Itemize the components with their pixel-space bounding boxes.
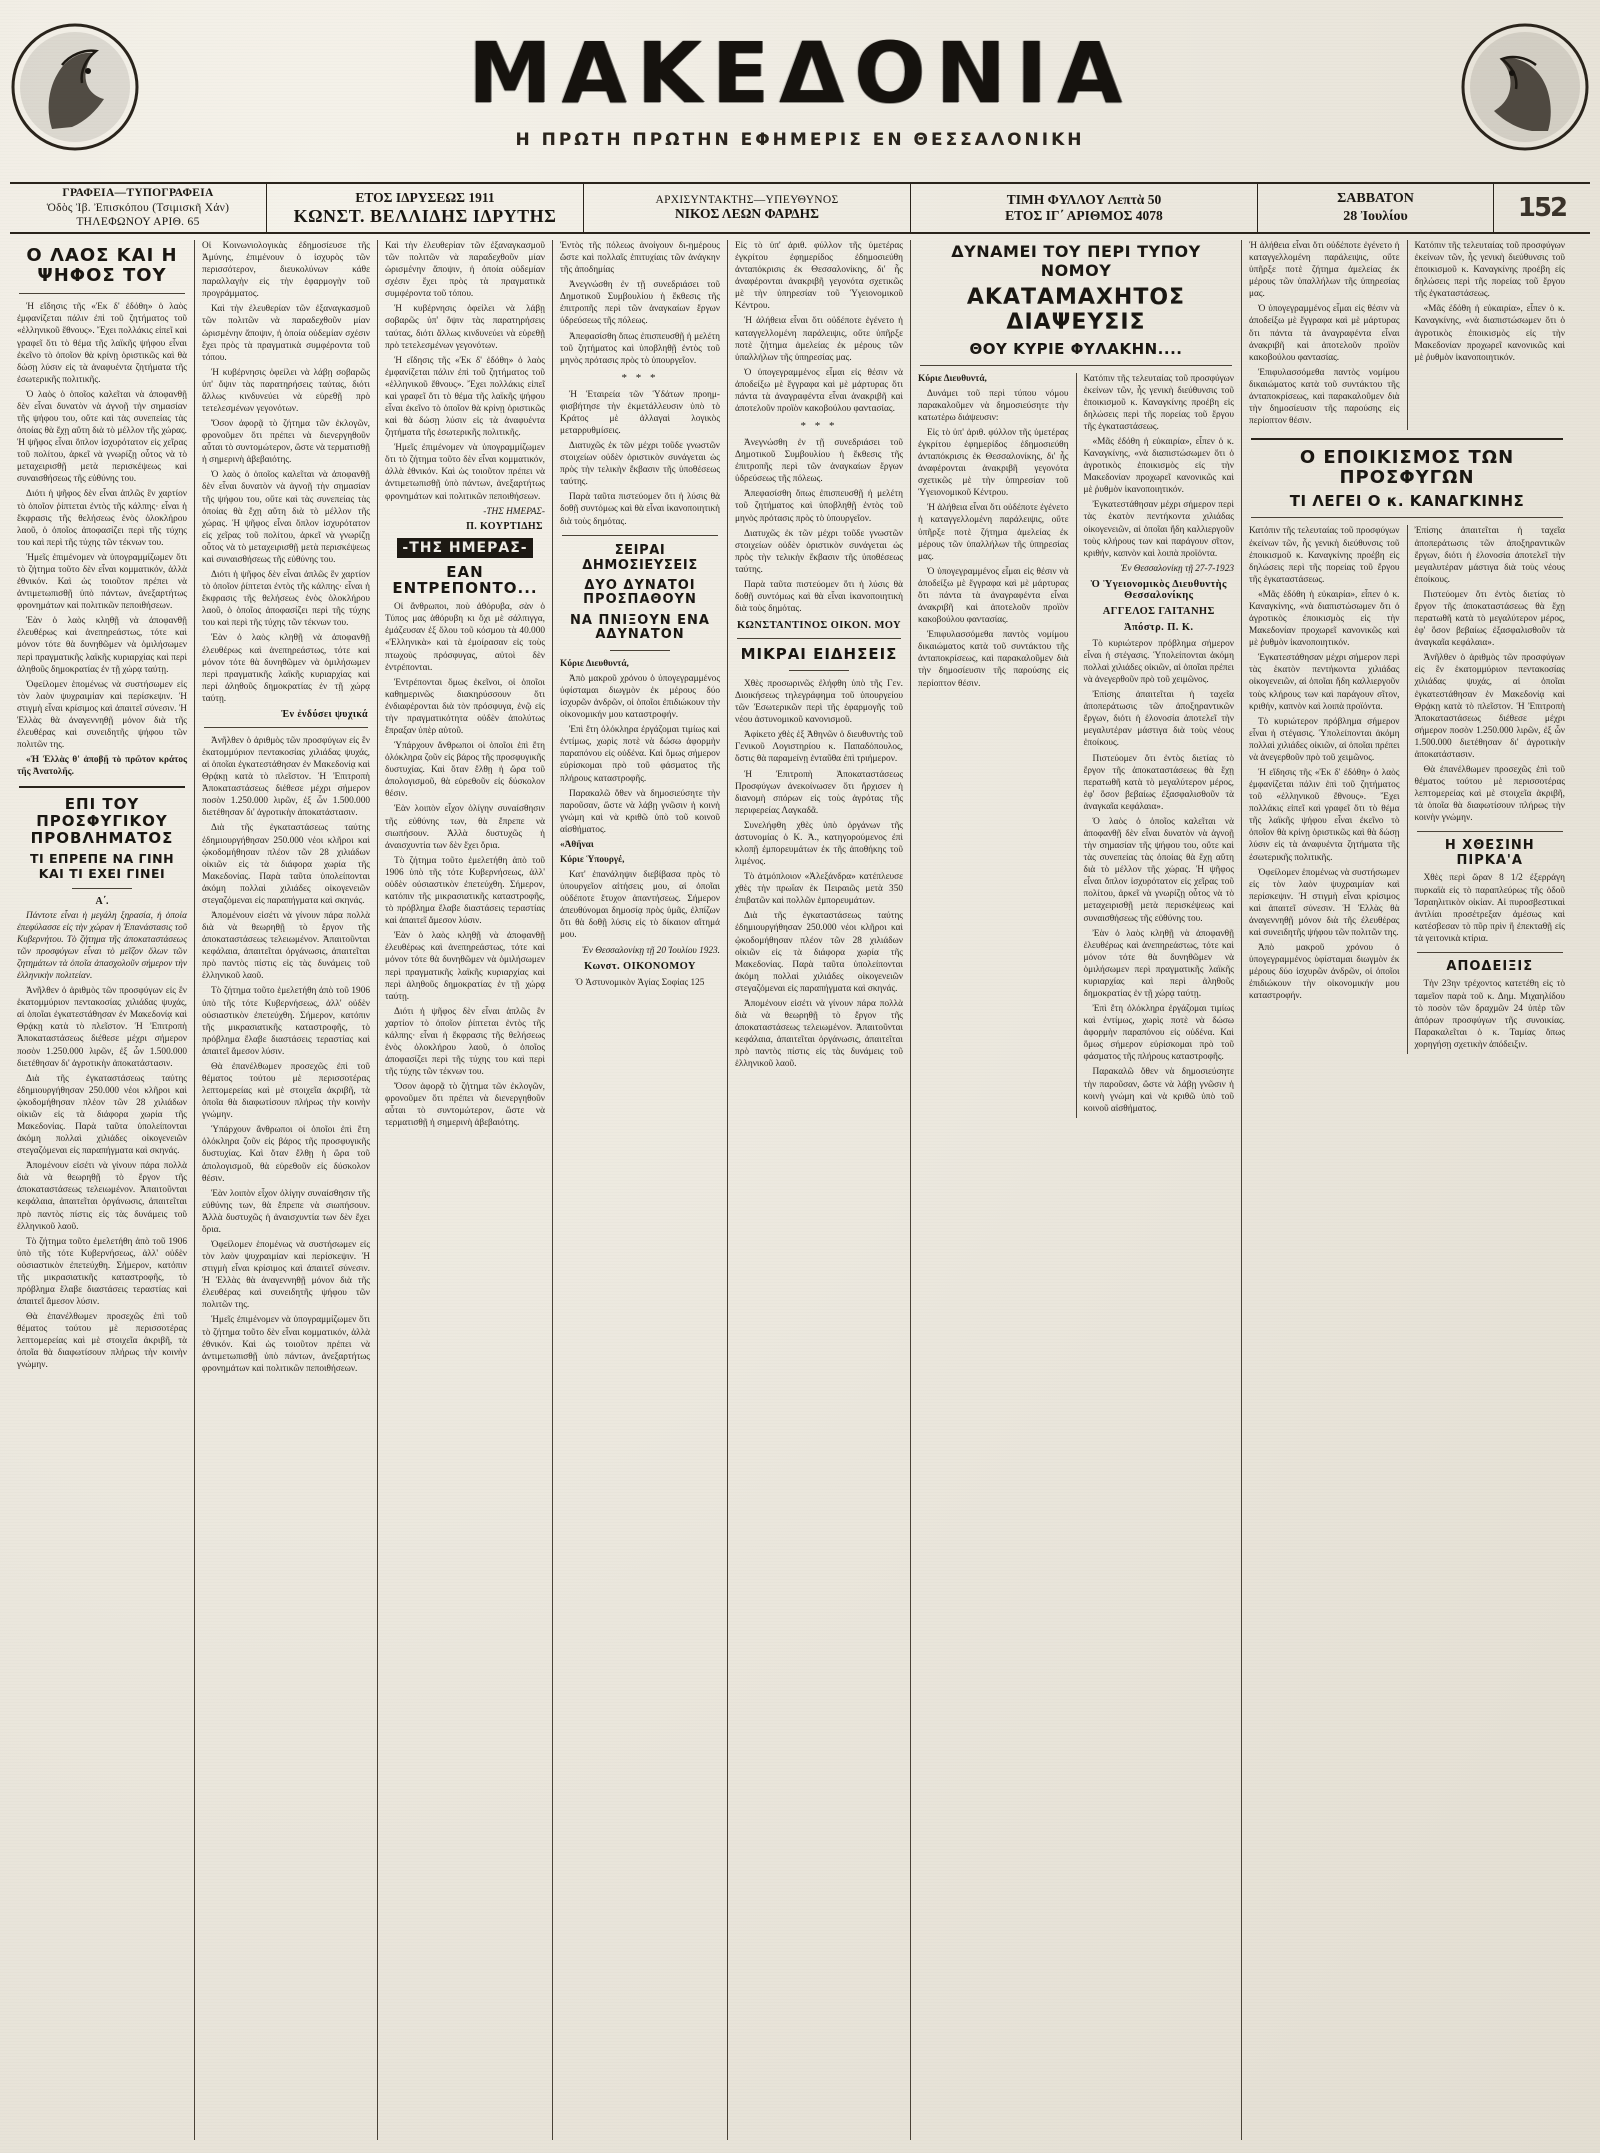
paragraph: Ἀπεφασίσθη ὅπως ἐπισπευσθῇ ἡ μελέτη τοῦ ζητήματος καὶ ὑποβληθῇ ἐντὸς τοῦ μηνὸς πρότασις πρὸς τὸ ὑπουργεῖον. bbox=[560, 331, 720, 366]
section-divider-stars: * * * bbox=[621, 371, 659, 384]
article-serial-body bbox=[560, 658, 720, 942]
paragraph: Ἐγκατεστάθησαν μέχρι σήμερον περὶ τὰς ἑκατὸν πεντήκοντα χιλιάδας οἰκογενειῶν, αἱ ὁποῖαι ἤδη καλλιεργοῦν τοὺς κλήρους των καὶ παράγουν σῖτον, κριθήν, καπνὸν καὶ λοιπὰ προϊόντα. bbox=[1083, 500, 1234, 559]
paragraph: Ἀπεφασίσθη ὅπως ἐπισπευσθῇ ἡ μελέτη τοῦ ζητήματος καὶ ὑποβληθῇ ἐντὸς τοῦ μηνὸς πρότασις πρὸς τὸ ὑπουργεῖον. bbox=[735, 489, 903, 524]
paragraph: Ἐὰν ὁ λαὸς κληθῇ νὰ ἀποφανθῇ ἐλευθέρως καὶ ἀνεπηρεάστως, τότε καὶ μόνον τότε θὰ δυνηθῶμεν νὰ ὁμιλήσωμεν περὶ πραγματικῆς λαϊκῆς κυριαρχίας καὶ περὶ ἀληθοῦς δημοκρατίας ἐν τῇ χώρᾳ ταύτῃ. bbox=[202, 633, 370, 704]
column-1 bbox=[10, 240, 194, 2140]
paragraph: Ἡ κυβέρνησις ὀφείλει νὰ λάβῃ σοβαρῶς ὑπ' ὄψιν τὰς παρατηρήσεις ταύτας, διότι ἄλλως κινδυνεύει νὰ εὑρεθῇ πρὸ τετελεσμένων γεγονότων. bbox=[385, 304, 545, 351]
paragraph: Θὰ ἐπανέλθωμεν προσεχῶς ἐπὶ τοῦ θέματος τούτου μὲ περισσοτέρας λεπτομερείας καὶ μὲ στοιχεῖα ἀκριβῆ, τὰ ὁποῖα θὰ διαφωτίσουν πλήρως τὴν κοινὴν γνώμην. bbox=[1414, 764, 1565, 824]
paragraph: Ὁ λαὸς ὁ ὁποῖος καλεῖται νὰ ἀποφανθῇ δὲν εἶναι δυνατὸν νὰ ἀγνοῇ τὴν σημασίαν τῆς ψήφου του, οὔτε καὶ τὰς συνεπείας τὰς ὁποίας θὰ ἔχῃ αὕτη διὰ τὸ μέλλον τῆς χώρας. Ἡ ψῆφος εἶναι ὅπλον ἰσχυρότατον εἰς χεῖρας τοῦ πολίτου, ἀρκεῖ νὰ γνωρίζῃ οὗτος νὰ τὸ μεταχειρισθῇ μετὰ περισκέψεως καὶ συναισθήσεως τῆς εὐθύνης του. bbox=[17, 389, 187, 485]
paragraph: Κατόπιν τῆς τελευταίας τοῦ προσφύγων ἐκείνων τῶν, ἧς γενικὴ διεύθυνσις τοῦ ἐποικισμοῦ κ. Καναγκίνης προέβη εἰς δηλώσεις περὶ τῆς πορείας τοῦ ἔργου τῆς ἐγκαταστάσεως. bbox=[1083, 373, 1234, 432]
list-item: Συνελήφθη χθὲς ὑπὸ ὀργάνων τῆς ἀστυνομίας ὁ Κ. Ἀ., κατηγορούμενος ἐπὶ κλοπῇ ἐμπορευμάτων ἐκ τῆς ἀποθήκης τοῦ λιμένος. bbox=[735, 820, 903, 868]
paragraph: Ὁ λαὸς ὁ ὁποῖος καλεῖται νὰ ἀποφανθῇ δὲν εἶναι δυνατὸν νὰ ἀγνοῇ τὴν σημασίαν τῆς ψήφου του, οὔτε καὶ τὰς συνεπείας τὰς ὁποίας θὰ ἔχῃ αὕτη διὰ τὸ μέλλον τῆς χώρας. Ἡ ψῆφος εἶναι ὅπλον ἰσχυρότατον εἰς χεῖρας τοῦ πολίτου, ἀρκεῖ νὰ γνωρίζῃ οὗτος νὰ τὸ μεταχειρισθῇ μετὰ περισκέψεως καὶ συναισθήσεως τῆς εὐθύνης του. bbox=[1083, 816, 1234, 924]
paragraph: Οἱ ἄνθρωποι, ποὺ ἀθόρυβα, σὰν ὁ Τύπος μας ἀθόρυβη κι ὄχι μὲ σάλπιγγα, ἐμάζευσαν ἐξ ὅλου τοῦ κόσμου τὰ 40.000 «Ἑλληνικὰ» καὶ τὰ ἐμοίρασαν εἰς τοὺς πτωχοὺς πρόσφυγας, αὐτοὶ δὲν ἐντρέπονται. bbox=[385, 602, 545, 673]
paragraph: Ἡμεῖς ἐπιμένομεν νὰ ὑπογραμμίζωμεν ὅτι τὸ ζήτημα τοῦτο δὲν εἶναι κομματικόν, ἀλλὰ ἐθνικόν. Καὶ ὡς τοιοῦτον πρέπει νὰ ἀντιμετωπισθῇ ὑπὸ πάντων, ἀνεξαρτήτως φρονημάτων καὶ πολιτικῶν πεποιθήσεων. bbox=[17, 552, 187, 612]
column-2-body bbox=[202, 240, 370, 705]
headline-serial-2: ΝΑ ΠΝΙΞΟΥΝ ΕΝΑ ΑΔΥΝΑΤΟΝ bbox=[570, 612, 710, 643]
mikrai-list bbox=[735, 678, 903, 1070]
col7-a bbox=[1242, 240, 1407, 430]
page-number: 152 bbox=[1517, 193, 1567, 223]
paragraph: Κατ' ἐπανάληψιν διεβίβασα πρὸς τὸ ὑπουργεῖον αἰτήσεις μου, αἱ ὁποῖαι οὐδέποτε ἔτυχον ἀπαντήσεως. Σήμερον ἀπευθύνομαι δημοσίᾳ πρὸς ὑμᾶς, ἐλπίζων ὅτι θὰ δοθῇ λύσις εἰς τὸ δίκαιον αἴτημά μου. bbox=[560, 870, 720, 941]
right-top-col-b bbox=[1076, 373, 1242, 1118]
column-7 bbox=[1241, 240, 1572, 2140]
emblem-right-icon bbox=[1450, 19, 1600, 159]
paragraph: Παρὰ ταῦτα πιστεύομεν ὅτι ἡ λύσις θὰ δοθῇ συντόμως καὶ θὰ εἶναι ἱκανοποιητικὴ διὰ τοὺς δημότας. bbox=[735, 579, 903, 615]
paragraph: Εἰς τὸ ὑπ' ἀριθ. φύλλον τῆς ὑμετέρας ἐγκρίτου ἐφημερίδος ἐδημοσιεύθη ἀνταπόκρισις ἐκ Θεσσαλονίκης, δι' ἧς ἀναφέρονται ἀνακριβῆ γεγονότα σχετικῶς μὲ τὴν ὑπηρεσίαν τοῦ Ὑγειονομικοῦ Κέντρου. bbox=[918, 427, 1069, 499]
founded-cell bbox=[266, 184, 583, 232]
tis-imeras-label: -ΤΗΣ ΗΜΕΡΑΣ- bbox=[397, 538, 533, 558]
paragraph: «Μᾶς ἐδόθη ἡ εὐκαιρία», εἶπεν ὁ κ. Καναγκίνης, «νὰ διαπιστώσωμεν ὅτι ὁ ἀγροτικὸς ἐποικισμὸς εἰς τὴν Μακεδονίαν προχωρεῖ κανονικῶς καὶ μὲ ῥυθμὸν ἱκανοποιητικόν. bbox=[1083, 437, 1234, 496]
serial-address: Ὁ Ἀστυνομικὸν Ἁγίας Σοφίας 125 bbox=[575, 977, 705, 988]
signature-2: Ἀπόστρ. Π. Κ. bbox=[1124, 621, 1194, 633]
title-wrap bbox=[150, 24, 1450, 150]
day-name: ΣΑΒΒΑΤΟΝ bbox=[1337, 190, 1414, 206]
dateline: Ἐν Θεσσαλονίκῃ τῇ 20 Ἰουλίου 1923. bbox=[582, 945, 720, 956]
paragraph: Τὸ κυριώτερον πρόβλημα σήμερον εἶναι ἡ στέγασις. Ὑπολείπονται ἀκόμη πολλαὶ χιλιάδες οἰκιῶν, αἱ ὁποῖαι πρέπει νὰ ἀνεγερθοῦν πρὸ τοῦ χειμῶνος. bbox=[1083, 638, 1234, 686]
paragraph: Ἐὰν ὁ λαὸς κληθῇ νὰ ἀποφανθῇ ἐλευθέρως καὶ ἀνεπηρεάστως, τότε καὶ μόνον τότε θὰ δυνηθῶμεν νὰ ὁμιλήσωμεν περὶ πραγματικῆς λαϊκῆς κυριαρχίας καὶ περὶ ἀληθοῦς δημοκρατίας ἐν τῇ χώρᾳ ταύτῃ. bbox=[17, 616, 187, 675]
paragraph: Ἡ ἀλήθεια εἶναι ὅτι οὐδέποτε ἐγένετο ἡ καταγγελλομένη παράλειψις, οὔτε ὑπῆρξε ποτὲ ζήτημα ἀμελείας ἐκ μέρους τῶν ὑπαλλήλων τῆς ὑπηρεσίας μας. bbox=[1249, 241, 1400, 300]
paragraph: «Μᾶς ἐδόθη ἡ εὐκαιρία», εἶπεν ὁ κ. Καναγκίνης, «νὰ διαπιστώσωμεν ὅτι ὁ ἀγροτικὸς ἐποικισμὸς εἰς τὴν Μακεδονίαν προχωρεῖ κανονικῶς καὶ μὲ ῥυθμὸν ἱκανοποιητικόν. bbox=[1414, 304, 1565, 363]
salutation: Κύριε Ὑπουργέ, bbox=[560, 855, 625, 865]
paragraph: Διότι ἡ ψῆφος δὲν εἶναι ἁπλῶς ἓν χαρτίον τὸ ὁποῖον ῥίπτεται ἐντὸς τῆς κάλπης· εἶναι ἡ ἔκφρασις τῆς θελήσεως ἑνὸς ὁλοκλήρου λαοῦ, ὁ ὁποῖος ἀποφασίζει περὶ τῆς τύχης του καὶ περὶ τῆς τύχης τῶν τέκνων του. bbox=[385, 1006, 545, 1078]
folio-bar bbox=[10, 182, 1590, 234]
signature: ΚΩΝΣΤΑΝΤΙΝΟΣ ΟΙΚΟΝ. ΜΟΥ bbox=[736, 620, 902, 632]
founder-name: ΚΩΝΣΤ. ΒΕΛΛΙΔΗΣ ΙΔΡΥΤΗΣ bbox=[293, 205, 557, 226]
paragraph: Ἡ ἀλήθεια εἶναι ὅτι οὐδέποτε ἐγένετο ἡ καταγγελλομένη παράλειψις, οὔτε ὑπῆρξε ποτὲ ζήτημα ἀμελείας ἐκ μέρους τῶν ὑπαλλήλων τῆς ὑπηρεσίας μας. bbox=[735, 316, 903, 363]
paragraph: Πάντοτε εἶναι ἡ μεγάλη ξηρασία, ἡ ὁποία ἐπεφύλασσε εἰς τὴν χώραν ἡ Ἐπανάστασις τοῦ Κυβερνήτου. Τὸ ζήτημα τῆς ἀποκαταστάσεως τῶν προσφύγων εἶναι τὸ μεῖζον ὅλων τῶν ζητημάτων τὰ ὁποῖα ἀπασχολοῦν σήμερον τὴν ἑλληνικὴν πολιτείαν. bbox=[17, 910, 187, 982]
headline-apodeixi: ΑΠΟΔΕΙΞΙΣ bbox=[1446, 958, 1534, 974]
paragraph: Πιστεύομεν ὅτι ἐντὸς διετίας τὸ ἔργον τῆς ἀποκαταστάσεως θὰ ἔχῃ περατωθῆ κατὰ τὸ μεγαλύτερον μέρος, ἐφ' ὅσον βεβαίως ἐξασφαλισθοῦν τὰ ἀναγκαῖα κεφάλαια». bbox=[1414, 589, 1565, 649]
paragraph: Ὅσον ἀφορᾷ τὸ ζήτημα τῶν ἐκλογῶν, φρονοῦμεν ὅτι πρέπει νὰ διενεργηθοῦν αὗται τὸ συντομώτερον, ὥστε νὰ τερματισθῇ ἡ σημερινὴ ἀβεβαιότης. bbox=[202, 419, 370, 466]
list-item: Τὸ ἀτμόπλοιον «Ἀλεξάνδρα» κατέπλευσε χθὲς τὴν πρωΐαν ἐκ Πειραιῶς μετὰ 350 ἐπιβατῶν καὶ πολλῶν ἐμπορευμάτων. bbox=[735, 872, 903, 907]
col7-c bbox=[1242, 525, 1407, 1053]
paragraph: Χθὲς περὶ ὥραν 8 1/2 ἐξερράγη πυρκαϊὰ εἰς τὸ παραπλεύρως τῆς ὁδοῦ Ἰσραηλιτικὸν οἰκίαν. Αἱ πυροσβεστικαὶ ἀντλίαι προσέτρεξαν ἀμέσως καὶ κατέσβεσαν τὸ πῦρ πρὶν ἢ ἐπεκταθῇ εἰς τὰ γειτονικὰ κτίρια. bbox=[1414, 873, 1565, 944]
right-top-head-wrap bbox=[911, 242, 1241, 366]
list-item: Ἀφίκετο χθὲς ἐξ Ἀθηνῶν ὁ διευθυντὴς τοῦ Γενικοῦ Λογιστηρίου κ. Παπαδόπουλος, ὅστις θὰ παραμείνῃ ἐνταῦθα ἐπὶ τριήμερον. bbox=[735, 730, 903, 765]
section-divider-stars: * * * bbox=[800, 420, 838, 433]
paragraph: Ἐὰν λοιπὸν εἶχον ὀλίγην συναίσθησιν τῆς εὐθύνης των, θὰ ἔπρεπε νὰ σιωπήσουν. Ἀλλὰ δυστυχῶς ἡ ἀναισχυντία των δὲν ἔχει ὅρια. bbox=[202, 1188, 370, 1235]
paragraph: Ἀπὸ μακροῦ χρόνου ὁ ὑπογεγραμμένος ὑφίσταμαι διωγμὸν ἐκ μέρους δύο ἰσχυρῶν ἀνδρῶν, οἱ ὁποῖοι ἐπιδιώκουν τὴν οἰκονομικήν μου καταστροφήν. bbox=[560, 673, 720, 721]
paragraph: Ἡμεῖς ἐπιμένομεν νὰ ὑπογραμμίζωμεν ὅτι τὸ ζήτημα τοῦτο δὲν εἶναι κομματικόν, ἀλλὰ ἐθνικόν. Καὶ ὡς τοιοῦτον πρέπει νὰ ἀντιμετωπισθῇ ὑπὸ πάντων, ἀνεξαρτήτως φρονημάτων καὶ πολιτικῶν πεποιθήσεων. bbox=[202, 1315, 370, 1374]
paragraph: Διὰ τῆς ἐγκαταστάσεως ταύτης ἐδημιουργήθησαν 250.000 νέοι κλῆροι καὶ ᾠκοδομήθησαν πλέον τῶν 28 χιλιάδων οἰκιῶν εἰς τὰ διάφορα χωρία τῆς Μακεδονίας. Παρὰ ταῦτα ὑπολείπονται ἀκόμη πολλαὶ χιλιάδες οἰκογενειῶν στεγαζόμεναι εἰς παραπήγματα καὶ σκηνάς. bbox=[202, 823, 370, 906]
headline-mikrai: ΜΙΚΡΑΙ ΕΙΔΗΣΕΙΣ bbox=[740, 645, 898, 664]
paragraph: Ἀπομένουν εἰσέτι νὰ γίνουν πάρα πολλὰ διὰ νὰ θεωρηθῇ τὸ ἔργον τῆς ἀποκαταστάσεως τελειωμένον. Ἀπαιτοῦνται κεφάλαια, ἀπαιτεῖται ὀργάνωσις, ἀπαιτεῖται πρὸ παντὸς πίστις εἰς τὰς δυνάμεις τοῦ ἑλληνικοῦ λαοῦ. bbox=[735, 998, 903, 1070]
offices-line2: ΤΗΛΕΦΩΝΟΥ ΑΡΙΘ. 65 bbox=[76, 216, 200, 229]
emblem-left-icon bbox=[0, 19, 150, 159]
paragraph: Ὁ ὑπογεγραμμένος εἶμαι εἰς θέσιν νὰ ἀποδείξω μὲ ἔγγραφα καὶ μὲ μάρτυρας ὅτι πάντα τὰ ἀναγραφέντα εἶναι ἀνακριβῆ καὶ ἀποτελοῦν προϊὸν κακοβούλου φαντασίας. bbox=[1249, 304, 1400, 363]
right-top-col-a bbox=[911, 373, 1076, 1118]
paragraph: Καὶ τὴν ἐλευθερίαν τῶν ἐξαναγκασμοῦ τῶν πολιτῶν νὰ παραδεχθοῦν μίαν ὡρισμένην ἄποψιν, ἡ ὁποία οὐδεμίαν σχέσιν ἔχει πρὸς τὰ πραγματικὰ συμφέροντα τοῦ τόπου. bbox=[385, 241, 545, 300]
column-4-body bbox=[560, 240, 720, 367]
paragraph: Ἡ Ἑταιρεία τῶν Ὑδάτων προημ-φισβήτησε τὴν ἐκμετάλλευσιν ὑπὸ τὸ Κράτος μὲ ἀλλαγαὶ λογικὸς μεταρρυθμίσεις. bbox=[560, 389, 720, 437]
paragraph: Ἐὰν ὁ λαὸς κληθῇ νὰ ἀποφανθῇ ἐλευθέρως καὶ ἀνεπηρεάστως, τότε καὶ μόνον τότε θὰ δυνηθῶμεν νὰ ὁμιλήσωμεν περὶ πραγματικῆς λαϊκῆς κυριαρχίας καὶ περὶ ἀληθοῦς δημοκρατίας ἐν τῇ χώρᾳ ταύτῃ. bbox=[1083, 928, 1234, 999]
masthead bbox=[0, 0, 1600, 178]
headline-pirka: Η ΧΘΕΣΙΝΗ ΠΙΡΚΑ'Α bbox=[1444, 838, 1535, 868]
article-prosfygiko-body bbox=[17, 910, 187, 1372]
list-item: Χθὲς προσωρινῶς ἐλήφθη ὑπὸ τῆς Γεν. Διοικήσεως τηλεγράφημα τοῦ ὑπουργείου τῶν Ἐσωτερικῶν περὶ τῆς ἐφαρμογῆς τοῦ νέου ἀστυνομικοῦ κανονισμοῦ. bbox=[735, 678, 903, 726]
column-4-mid bbox=[560, 389, 720, 528]
overline-right-top: ΔΥΝΑΜΕΙ ΤΟΥ ΠΕΡΙ ΤΥΠΟΥ ΝΟΜΟΥ bbox=[951, 242, 1201, 281]
column-6 bbox=[910, 240, 1241, 2140]
paragraph: Ἀνεγνώσθη ἐν τῇ συνεδριάσει τοῦ Δημοτικοῦ Συμβουλίου ἡ ἔκθεσις τῆς ἐπιτροπῆς περὶ τῶν ἀναγκαίων ἔργων ὑδρεύσεως τῆς πόλεως. bbox=[560, 280, 720, 327]
paragraph: Ἐπὶ ἔτη ὁλόκληρα ἐργάζομαι τιμίως καὶ ἐντίμως, χωρὶς ποτὲ νὰ δώσω ἀφορμὴν παραπόνου εἰς οὐδένα. Καὶ ὅμως σήμερον εὑρίσκομαι πρὸ τοῦ φάσματος τῆς πλήρους καταστροφῆς. bbox=[560, 725, 720, 784]
issue-label: ΕΤΟΣ ΙΓ΄ ΑΡΙΘΜΟΣ 4078 bbox=[1005, 208, 1163, 223]
headline-serial-1: ΔΥΟ ΔΥΝΑΤΟΙ ΠΡΟΣΠΑΘΟΥΝ bbox=[583, 577, 697, 608]
paragraph: Κατόπιν τῆς τελευταίας τοῦ προσφύγων ἐκείνων τῶν, ἧς γενικὴ διεύθυνσις τοῦ ἐποικισμοῦ κ. Καναγκίνης προέβη εἰς δηλώσεις περὶ τῆς πορείας τοῦ ἔργου τῆς ἐγκαταστάσεως. bbox=[1249, 526, 1400, 585]
paragraph: Ἡ εἴδησις τῆς «Ἐκ δ' ἐδόθη» ὁ λαὸς ἐμφανίζεται πάλιν ἐπὶ τοῦ ζητήματος τοῦ «ἑλληνικοῦ ἔθνους». Ἔχει πολλάκις εἰπεῖ καὶ γραφεῖ ὅτι τὸ θέμα τῆς λαϊκῆς ψήφου εἶναι ἐκεῖνο τὸ ὁποῖον θὰ κρίνῃ ὁριστικῶς καὶ θὰ δώσῃ λύσιν εἰς τὰ ἀναφυέντα ζητήματα τῆς ἐσωτερικῆς πολιτικῆς. bbox=[17, 302, 187, 385]
date-value: 28 Ἰουλίου bbox=[1343, 209, 1408, 224]
founded-label: ΕΤΟΣ ΙΔΡΥΣΕΩΣ 1911 bbox=[355, 189, 495, 205]
paragraph: Ἐγκατεστάθησαν μέχρι σήμερον περὶ τὰς ἑκατὸν πεντήκοντα χιλιάδας οἰκογενειῶν, αἱ ὁποῖαι ἤδη καλλιεργοῦν τοὺς κλήρους των καὶ παράγουν σῖτον, κριθήν, καπνὸν καὶ λοιπὰ προϊόντα. bbox=[1249, 653, 1400, 712]
paragraph: Ἀπομένουν εἰσέτι νὰ γίνουν πάρα πολλὰ διὰ νὰ θεωρηθῇ τὸ ἔργον τῆς ἀποκαταστάσεως τελειωμένον. Ἀπαιτοῦνται κεφάλαια, ἀπαιτεῖται ὀργάνωσις, ἀπαιτεῖται πρὸ παντὸς πίστις εἰς τὰς δυνάμεις τοῦ ἑλληνικοῦ λαοῦ. bbox=[202, 910, 370, 982]
paragraph: Ἐπιφυλασσόμεθα παντὸς νομίμου δικαιώματος κατὰ τοῦ συντάκτου τῆς ἀνταποκρίσεως, καὶ παρακαλοῦμεν διὰ τὴν δημοσίευσιν τῆς παρούσης εἰς περίοπτον θέσιν. bbox=[918, 630, 1069, 689]
signature-1: ΑΓΓΕΛΟΣ ΓΑΙΤΑΝΗΣ bbox=[1102, 605, 1215, 617]
paragraph: Τὸ ζήτημα τοῦτο ἐμελετήθη ἀπὸ τοῦ 1906 ὑπὸ τῆς τότε Κυβερνήσεως, ἀλλ' οὐδὲν οὐσιαστικὸν ἐπετεύχθη. Σήμερον, κατόπιν τῆς μικρασιατικῆς καταστροφῆς, τὸ πρόβλημα ἔλαβε διαστάσεις τεραστίας καὶ ἀπαιτεῖ ἄμεσον λύσιν. bbox=[202, 986, 370, 1057]
subhead-epoikismos: ΤΙ ΛΕΓΕΙ Ο κ. ΚΑΝΑΓΚΙΝΗΣ bbox=[1289, 492, 1525, 511]
list-item: Ἡ Ἐπιτροπὴ Ἀποκαταστάσεως Προσφύγων ἀνεκοίνωσεν ὅτι ἤρχισεν ἡ διανομὴ σπόρων εἰς τοὺς ἀγρότας τῆς περιφερείας Λαγκαδᾶ. bbox=[735, 769, 903, 816]
paragraph: Παρὰ ταῦτα πιστεύομεν ὅτι ἡ λύσις θὰ δοθῇ συντόμως καὶ θὰ εἶναι ἱκανοποιητικὴ διὰ τοὺς δημότας. bbox=[560, 492, 720, 527]
paragraph: Διατυχῶς ἐκ τῶν μέχρι τοῦδε γνωστῶν στοιχείων οὐδὲν ὁριστικὸν συνάγεται ὡς πρὸς τὴν τελικὴν ἔκβασιν τῆς ὑποθέσεως ταύτης. bbox=[560, 441, 720, 488]
col7-d bbox=[1407, 525, 1573, 1053]
paragraph: Παρακαλῶ ὅθεν νὰ δημοσιεύσητε τὴν παροῦσαν, ὥστε νὰ λάβῃ γνῶσιν ἡ κοινὴ γνώμη καὶ νὰ κριθῶ ὑπὸ τοῦ κοινοῦ αἰσθήματος. bbox=[560, 788, 720, 835]
paragraph: Διότι ἡ ψῆφος δὲν εἶναι ἁπλῶς ἓν χαρτίον τὸ ὁποῖον ῥίπτεται ἐντὸς τῆς κάλπης· εἶναι ἡ ἔκφρασις τῆς θελήσεως ἑνὸς ὁλοκλήρου λαοῦ, ὁ ὁποῖος ἀποφασίζει περὶ τῆς τύχης του καὶ περὶ τῆς τύχης τῶν τέκνων του. bbox=[202, 570, 370, 629]
paragraph: Ὁ λαὸς ὁ ὁποῖος καλεῖται νὰ ἀποφανθῇ δὲν εἶναι δυνατὸν νὰ ἀγνοῇ τὴν σημασίαν τῆς ψήφου του, οὔτε καὶ τὰς συνεπείας τὰς ὁποίας θὰ ἔχῃ αὕτη διὰ τὸ μέλλον τῆς χώρας. Ἡ ψῆφος εἶναι ὅπλον ἰσχυρότατον εἰς χεῖρας τοῦ πολίτου, ἀρκεῖ νὰ γνωρίζῃ οὗτος νὰ τὸ μεταχειρισθῇ μετὰ περισκέψεως καὶ συναισθήσεως τῆς εὐθύνης του. bbox=[202, 470, 370, 565]
paragraph: Ἐπίσης ἀπαιτεῖται ἡ ταχεῖα ἀποπεράτωσις τῶν ἀποξηραντικῶν ἔργων, διότι ἡ ἑλονοσία ἀποτελεῖ τὴν μεγαλυτέραν μάστιγα διὰ τοὺς νέους ἐποίκους. bbox=[1414, 526, 1565, 585]
paragraph: Τὸ ζήτημα τοῦτο ἐμελετήθη ἀπὸ τοῦ 1906 ὑπὸ τῆς τότε Κυβερνήσεως, ἀλλ' οὐδὲν οὐσιαστικὸν ἐπετεύχθη. Σήμερον, κατόπιν τῆς μικρασιατικῆς καταστροφῆς, τὸ πρόβλημα ἔλαβε διαστάσεις τεραστίας καὶ ἀπαιτεῖ ἄμεσον λύσιν. bbox=[17, 1236, 187, 1308]
paragraph: Διατυχῶς ἐκ τῶν μέχρι τοῦδε γνωστῶν στοιχείων οὐδὲν ὁριστικὸν συνάγεται ὡς πρὸς τὴν τελικὴν ἔκβασιν τῆς ὑποθέσεως ταύτης. bbox=[735, 528, 903, 575]
salutation: Κύριε Διευθυντά, bbox=[918, 373, 987, 384]
paragraph: «Ἡ Ἑλλὰς θ' ἀποβῇ τὸ πρῶτον κράτος τῆς Ἀνατολῆς. bbox=[17, 755, 187, 778]
paragraph: Ὅσον ἀφορᾷ τὸ ζήτημα τῶν ἐκλογῶν, φρονοῦμεν ὅτι πρέπει νὰ διενεργηθοῦν αὗται τὸ συντομώτερον, ὥστε νὰ τερματισθῇ ἡ σημερινὴ ἀβεβαιότης. bbox=[385, 1082, 545, 1129]
article-laos-body bbox=[17, 301, 187, 778]
offices-label: ΓΡΑΦΕΙΑ—ΤΥΠΟΓΡΑΦΕΙΑ bbox=[62, 187, 214, 200]
paragraph: Ἀπομένουν εἰσέτι νὰ γίνουν πάρα πολλὰ διὰ νὰ θεωρηθῇ τὸ ἔργον τῆς ἀποκαταστάσεως τελειωμένον. Ἀπαιτοῦνται κεφάλαια, ἀπαιτεῖται ὀργάνωσις, ἀπαιτεῖται πρὸ παντὸς πίστις εἰς τὰς δυνάμεις τοῦ ἑλληνικοῦ λαοῦ. bbox=[17, 1161, 187, 1232]
paragraph: Ἡ ἀλήθεια εἶναι ὅτι οὐδέποτε ἐγένετο ἡ καταγγελλομένη παράλειψις, οὔτε ὑπῆρξε ποτὲ ζήτημα ἀμελείας ἐκ μέρους τῶν ὑπαλλήλων τῆς ὑπηρεσίας μας. bbox=[918, 503, 1069, 562]
paragraph: Ὑπάρχουν ἄνθρωποι οἱ ὁποῖοι ἐπὶ ἔτη ὁλόκληρα ζοῦν εἰς βάρος τῆς προσφυγικῆς δυστυχίας. Καὶ ὅταν ἔλθῃ ἡ ὥρα τοῦ ἀπολογισμοῦ, θὰ εὑρεθοῦν εἰς δύσκολον θέσιν. bbox=[202, 1125, 370, 1184]
content-grid bbox=[10, 240, 1590, 2140]
col7-top bbox=[1242, 240, 1572, 430]
paragraph: Ἐπὶ ἔτη ὁλόκληρα ἐργάζομαι τιμίως καὶ ἐντίμως, χωρὶς ποτὲ νὰ δώσω ἀφορμὴν παραπόνου εἰς οὐδένα. Καὶ ὅμως σήμερον εὑρίσκομαι πρὸ τοῦ φάσματος τῆς πλήρους καταστροφῆς. bbox=[1083, 1004, 1234, 1063]
paragraph: Ἐὰν λοιπὸν εἶχον ὀλίγην συναίσθησιν τῆς εὐθύνης των, θὰ ἔπρεπε νὰ σιωπήσουν. Ἀλλὰ δυστυχῶς ἡ ἀναισχυντία των δὲν ἔχει ὅρια. bbox=[385, 804, 545, 851]
paragraph: Ἐντὸς τῆς πόλεως ἀνοίγουν δι-ημέρους ὥστε καὶ πολλαῖς ἐπιτυχίαις τῶν ἀνάγκην τῆς ἀποδημίας bbox=[560, 241, 720, 276]
paragraph: Ὁ ὑπογεγραμμένος εἶμαι εἰς θέσιν νὰ ἀποδείξω μὲ ἔγγραφα καὶ μὲ μάρτυρας ὅτι πάντα τὰ ἀναγραφέντα εἶναι ἀνακριβῆ καὶ ἀποτελοῦν προϊὸν κακοβούλου φαντασίας. bbox=[735, 367, 903, 415]
paragraph: Ἡ κυβέρνησις ὀφείλει νὰ λάβῃ σοβαρῶς ὑπ' ὄψιν τὰς παρατηρήσεις ταύτας, διότι ἄλλως κινδυνεύει νὰ εὑρεθῇ πρὸ τετελεσμένων γεγονότων. bbox=[202, 367, 370, 415]
serial-label: ΣΕΙΡΑΙ ΔΗΜΟΣΙΕΥΣΕΙΣ bbox=[582, 542, 698, 573]
headline-laos: Ο ΛΑΟΣ ΚΑΙ Η ΨΗΦΟΣ ΤΟΥ bbox=[26, 245, 178, 287]
date-cell bbox=[1257, 184, 1493, 232]
paragraph: Ἡμεῖς ἐπιμένομεν νὰ ὑπογραμμίζωμεν ὅτι τὸ ζήτημα τοῦτο δὲν εἶναι κομματικόν, ἀλλὰ ἐθνικόν. Καὶ ὡς τοιοῦτον πρέπει νὰ ἀντιμετωπισθῇ ὑπὸ πάντων, ἀνεξαρτήτως φρονημάτων καὶ πολιτικῶν πεποιθήσεων. bbox=[385, 443, 545, 502]
column-5 bbox=[727, 240, 910, 2140]
price-cell bbox=[910, 184, 1257, 232]
headline-epoikismos: Ο ΕΠΟΙΚΙΣΜΟΣ ΤΩΝ ΠΡΟΣΦΥΓΩΝ bbox=[1299, 447, 1515, 489]
paragraph: Ἡ εἴδησις τῆς «Ἐκ δ' ἐδόθη» ὁ λαὸς ἐμφανίζεται πάλιν ἐπὶ τοῦ ζητήματος τοῦ «ἑλληνικοῦ ἔθνους». Ἔχει πολλάκις εἰπεῖ καὶ γραφεῖ ὅτι τὸ θέμα τῆς λαϊκῆς ψήφου εἶναι ἐκεῖνο τὸ ὁποῖον θὰ κρίνῃ ὁριστικῶς καὶ θὰ δώσῃ λύσιν εἰς τὰ ἀναφυέντα ζητήματα τῆς ἐσωτερικῆς πολιτικῆς. bbox=[385, 355, 545, 439]
paragraph: Θὰ ἐπανέλθωμεν προσεχῶς ἐπὶ τοῦ θέματος τούτου μὲ περισσοτέρας λεπτομερείας καὶ μὲ στοιχεῖα ἀκριβῆ, τὰ ὁποῖα θὰ διαφωτίσουν πλήρως τὴν κοινὴν γνώμην. bbox=[17, 1312, 187, 1371]
col7-b bbox=[1407, 240, 1573, 430]
paragraph: Ἐντρέπονται ὅμως ἐκεῖνοι, οἱ ὁποῖοι καθημερινῶς διακηρύσσουν ὅτι ἐνδιαφέρονται διὰ τὸν πρόσφυγα, ἐνῷ εἰς τὴν πραγματικότητα οὐδὲν ἀπολύτως ἔπραξαν ὑπὲρ αὐτοῦ. bbox=[385, 677, 545, 737]
paragraph: Παρακαλῶ ὅθεν νὰ δημοσιεύσητε τὴν παροῦσαν, ὥστε νὰ λάβῃ γνῶσιν ἡ κοινὴ γνώμη καὶ νὰ κριθῶ ὑπὸ τοῦ κοινοῦ αἰσθήματος. bbox=[1083, 1067, 1234, 1114]
editor-name: ΝΙΚΟΣ ΛΕΩΝ ΦΑΡΔΗΣ bbox=[675, 206, 819, 221]
paragraph: Ἡ εἴδησις τῆς «Ἐκ δ' ἐδόθη» ὁ λαὸς ἐμφανίζεται πάλιν ἐπὶ τοῦ ζητήματος τοῦ «ἑλληνικοῦ ἔθνους». Ἔχει πολλάκις εἰπεῖ καὶ γραφεῖ ὅτι τὸ θέμα τῆς λαϊκῆς ψήφου εἶναι ἐκεῖνο τὸ ὁποῖον θὰ κρίνῃ ὁριστικῶς καὶ θὰ δώσῃ λύσιν εἰς τὰ ἀναφυέντα ζητήματα τῆς ἐσωτερικῆς πολιτικῆς. bbox=[1249, 767, 1400, 863]
column-5-body bbox=[735, 240, 903, 415]
masthead-subtitle: Η ΠΡΩΤΗ ΠΡΩΤΗΝ ΕΦΗΜΕΡΙΣ ΕΝ ΘΕΣΣΑΛΟΝΙΚΗ bbox=[515, 129, 1085, 150]
offices-cell bbox=[10, 184, 266, 232]
paragraph: Εἰς τὸ ὑπ' ἀριθ. φύλλον τῆς ὑμετέρας ἐγκρίτου ἐφημερίδος ἐδημοσιεύθη ἀνταπόκρισις ἐκ Θεσσαλονίκης, δι' ἧς ἀναφέρονται ἀνακριβῆ γεγονότα σχετικῶς μὲ τὴν ὑπηρεσίαν τοῦ Ὑγειονομικοῦ Κέντρου. bbox=[735, 241, 903, 312]
column-2-cont bbox=[202, 735, 370, 1375]
paragraph: Ὀφείλομεν ἑπομένως νὰ συστήσωμεν εἰς τὸν λαὸν ψυχραιμίαν καὶ περίσκεψιν. Ἡ στιγμὴ εἶναι κρίσιμος καὶ ἀπαιτεῖ σύνεσιν. Ἡ Ἑλλὰς θὰ ἀναγεννηθῇ μόνον διὰ τῆς ἐλευθέρας καὶ συνειδητῆς ψήφου τῶν πολιτῶν της. bbox=[1249, 867, 1400, 938]
dateline: -ΤΗΣ ΗΜΕΡΑΣ- bbox=[483, 506, 545, 517]
paragraph: Δυνάμει τοῦ περὶ τύπου νόμου παρακαλοῦμεν νὰ δημοσιεύσητε τὴν κατωτέρω διάψευσιν: bbox=[918, 388, 1069, 423]
page-title: ΜΑΚΕΔΟΝΙΑ bbox=[467, 24, 1133, 123]
paragraph: Ὀφείλομεν ἑπομένως νὰ συστήσωμεν εἰς τὸν λαὸν ψυχραιμίαν καὶ περίσκεψιν. Ἡ στιγμὴ εἶναι κρίσιμος καὶ ἀπαιτεῖ σύνεσιν. Ἡ Ἑλλὰς θὰ ἀναγεννηθῇ μόνον διὰ τῆς ἐλευθέρας καὶ συνειδητῆς ψήφου τῶν πολιτῶν της. bbox=[17, 679, 187, 751]
paragraph: Ἀνῆλθεν ὁ ἀριθμὸς τῶν προσφύγων εἰς ἓν ἑκατομμύριον πεντακοσίας χιλιάδας ψυχάς, αἱ ὁποῖαι ἐγκατεστάθησαν ἐν Μακεδονίᾳ καὶ Θρᾴκῃ κατὰ τὸ πλεῖστον. Ἡ Ἐπιτροπὴ Ἀποκαταστάσεως διέθεσε μέχρι σήμερον ποσὸν 1.250.000 λιρῶν, ἐξ ὧν 1.500.000 διετέθησαν δι' ἀγροτικὴν ἀποκατάστασιν. bbox=[1414, 653, 1565, 760]
right-top-columns bbox=[911, 373, 1241, 1118]
headline-tis-imeras: ΕΑΝ ΕΝΤΡΕΠΟΝΤΟ... bbox=[392, 562, 538, 598]
price-label: ΤΙΜΗ ΦΥΛΛΟΥ Λεπτὰ 50 bbox=[1006, 192, 1162, 207]
paragraph: «Μᾶς ἐδόθη ἡ εὐκαιρία», εἶπεν ὁ κ. Καναγκίνης, «νὰ διαπιστώσωμεν ὅτι ὁ ἀγροτικὸς ἐποικισμὸς εἰς τὴν Μακεδονίαν προχωρεῖ κανονικῶς καὶ μὲ ῥυθμὸν ἱκανοποιητικόν. bbox=[1249, 589, 1400, 649]
paragraph: Ἐὰν ὁ λαὸς κληθῇ νὰ ἀποφανθῇ ἐλευθέρως καὶ ἀνεπηρεάστως, τότε καὶ μόνον τότε θὰ δυνηθῶμεν νὰ ὁμιλήσωμεν περὶ πραγματικῆς λαϊκῆς κυριαρχίας καὶ περὶ ἀληθοῦς δημοκρατίας ἐν τῇ χώρᾳ ταύτῃ. bbox=[385, 931, 545, 1002]
signature: Κωνστ. ΟΙΚΟΝΟΜΟΥ bbox=[584, 960, 696, 972]
paragraph: Ὁ ὑπογεγραμμένος εἶμαι εἰς θέσιν νὰ ἀποδείξω μὲ ἔγγραφα καὶ μὲ μάρτυρας ὅτι πάντα τὰ ἀναγραφέντα εἶναι ἀνακριβῆ καὶ ἀποτελοῦν προϊὸν κακοβούλου φαντασίας. bbox=[918, 566, 1069, 626]
paragraph: Κατόπιν τῆς τελευταίας τοῦ προσφύγων ἐκείνων τῶν, ἧς γενικὴ διεύθυνσις τοῦ ἐποικισμοῦ κ. Καναγκίνης προέβη εἰς δηλώσεις περὶ τῆς πορείας τοῦ ἔργου τῆς ἐγκαταστάσεως. bbox=[1414, 241, 1565, 300]
paragraph: Ἀπὸ μακροῦ χρόνου ὁ ὑπογεγραμμένος ὑφίσταμαι διωγμὸν ἐκ μέρους δύο ἰσχυρῶν ἀνδρῶν, οἱ ὁποῖοι ἐπιδιώκουν τὴν οἰκονομικήν μου καταστροφήν. bbox=[1249, 943, 1400, 1002]
paragraph: Ἀνεγνώσθη ἐν τῇ συνεδριάσει τοῦ Δημοτικοῦ Συμβουλίου ἡ ἔκθεσις τῆς ἐπιτροπῆς περὶ τῶν ἀναγκαίων ἔργων ὑδρεύσεως τῆς πόλεως. bbox=[735, 438, 903, 485]
paragraph: Οἱ Κοινωνιολογικὰς ἐδημοσίευσε τῆς Ἀμύνης, ἐπιμένουν ὁ ἰσχυρὸς τῶν περισσότερον, διευκολύνων κάθε παραλλαγὴν εἰς τὴν ἐφαρμογὴν τοῦ προγράμματος. bbox=[202, 241, 370, 300]
paragraph: Ἐπίσης ἀπαιτεῖται ἡ ταχεῖα ἀποπεράτωσις τῶν ἀποξηραντικῶν ἔργων, διότι ἡ ἑλονοσία ἀποτελεῖ τὴν μεγαλυτέραν μάστιγα διὰ τοὺς νέους ἐποίκους. bbox=[1083, 690, 1234, 749]
city: «Ἀθῆναι bbox=[560, 839, 594, 850]
subhead-prosfygiko: ΤΙ ΕΠΡΕΠΕ ΝΑ ΓΙΝΗ ΚΑΙ ΤΙ ΕΧΕΙ ΓΙΝΕΙ bbox=[29, 850, 175, 881]
paragraph: Τὸ ζήτημα τοῦτο ἐμελετήθη ἀπὸ τοῦ 1906 ὑπὸ τῆς τότε Κυβερνήσεως, ἀλλ' οὐδὲν οὐσιαστικὸν ἐπετεύχθη. Σήμερον, κατόπιν τῆς μικρασιατικῆς καταστροφῆς, τὸ πρόβλημα ἔλαβε διαστάσεις τεραστίας καὶ ἀπαιτεῖ ἄμεσον λύσιν. bbox=[385, 855, 545, 927]
col7-bottom bbox=[1242, 525, 1572, 1053]
salutation: Κύριε Διευθυντά, bbox=[560, 658, 629, 669]
editor-cell bbox=[583, 184, 910, 232]
signature-note: Ὁ Ὑγειονομικὸς Διευθυντὴς Θεσσαλονίκης bbox=[1090, 578, 1227, 601]
paragraph: Διὰ τῆς ἐγκαταστάσεως ταύτης ἐδημιουργήθησαν 250.000 νέοι κλῆροι καὶ ᾠκοδομήθησαν πλέον τῶν 28 χιλιάδων οἰκιῶν εἰς τὰ διάφορα χωρία τῆς Μακεδονίας. Παρὰ ταῦτα ὑπολείπονται ἀκόμη πολλαὶ χιλιάδες οἰκογενειῶν στεγαζόμεναι εἰς παραπήγματα καὶ σκηνάς. bbox=[17, 1073, 187, 1157]
paragraph: Ἀνῆλθεν ὁ ἀριθμὸς τῶν προσφύγων εἰς ἓν ἑκατομμύριον πεντακοσίας χιλιάδας ψυχάς, αἱ ὁποῖαι ἐγκατεστάθησαν ἐν Μακεδονίᾳ καὶ Θρᾴκῃ κατὰ τὸ πλεῖστον. Ἡ Ἐπιτροπὴ Ἀποκαταστάσεως διέθεσε μέχρι σήμερον ποσὸν 1.250.000 λιρῶν, ἐξ ὧν 1.500.000 διετέθησαν δι' ἀγροτικὴν ἀποκατάστασιν. bbox=[202, 735, 370, 819]
column-2 bbox=[194, 240, 377, 2140]
paragraph: Πιστεύομεν ὅτι ἐντὸς διετίας τὸ ἔργον τῆς ἀποκαταστάσεως θὰ ἔχῃ περατωθῆ κατὰ τὸ μεγαλύτερον μέρος, ἐφ' ὅσον βεβαίως ἐξασφαλισθοῦν τὰ ἀναγκαῖα κεφάλαια». bbox=[1083, 753, 1234, 812]
paragraph: Διὰ τῆς ἐγκαταστάσεως ταύτης ἐδημιουργήθησαν 250.000 νέοι κλῆροι καὶ ᾠκοδομήθησαν πλέον τῶν 28 χιλιάδων οἰκιῶν εἰς τὰ διάφορα χωρία τῆς Μακεδονίας. Παρὰ ταῦτα ὑπολείπονται ἀκόμη πολλαὶ χιλιάδες οἰκογενειῶν στεγαζόμεναι εἰς παραπήγματα καὶ σκηνάς. bbox=[735, 911, 903, 994]
paragraph: Θὰ ἐπανέλθωμεν προσεχῶς ἐπὶ τοῦ θέματος τούτου μὲ περισσοτέρας λεπτομερείας καὶ μὲ στοιχεῖα ἀκριβῆ, τὰ ὁποῖα θὰ διαφωτίσουν πλήρως τὴν κοινὴν γνώμην. bbox=[202, 1061, 370, 1121]
signature: Ἐν ἐνδύσει ψυχικά bbox=[281, 708, 368, 720]
paragraph: Ὀφείλομεν ἑπομένως νὰ συστήσωμεν εἰς τὸν λαὸν ψυχραιμίαν καὶ περίσκεψιν. Ἡ στιγμὴ εἶναι κρίσιμος καὶ ἀπαιτεῖ σύνεσιν. Ἡ Ἑλλὰς θὰ ἀναγεννηθῇ μόνον διὰ τῆς ἐλευθέρας καὶ συνειδητῆς ψήφου τῶν πολιτῶν της. bbox=[202, 1240, 370, 1311]
column-4 bbox=[552, 240, 727, 2140]
column-3 bbox=[377, 240, 552, 2140]
paragraph: Τὸ κυριώτερον πρόβλημα σήμερον εἶναι ἡ στέγασις. Ὑπολείπονται ἀκόμη πολλαὶ χιλιάδες οἰκιῶν, αἱ ὁποῖαι πρέπει νὰ ἀνεγερθοῦν πρὸ τοῦ χειμῶνος. bbox=[1249, 716, 1400, 763]
signature: Π. ΚΟΥΡΤΙΔΗΣ bbox=[466, 520, 543, 532]
column-3-body bbox=[385, 240, 545, 503]
page-number-cell bbox=[1493, 184, 1590, 232]
subhead-right-top: ΘΟΥ ΚΥΡΙΕ ΦΥΛΑΚΗΝ.... bbox=[969, 339, 1183, 358]
dateline: Ἐν Θεσσαλονίκῃ τῇ 27-7-1923 bbox=[1120, 563, 1234, 574]
section-number: Α΄. bbox=[95, 895, 109, 907]
paragraph: Ἐπιφυλασσόμεθα παντὸς νομίμου δικαιώματος κατὰ τοῦ συντάκτου τῆς ἀνταποκρίσεως, καὶ παρακαλοῦμεν διὰ τὴν δημοσίευσιν τῆς παρούσης εἰς περίοπτον θέσιν. bbox=[1249, 367, 1400, 427]
article-tis-imeras-body bbox=[385, 601, 545, 1129]
offices-line1: Ὁδὸς Ἰβ. Ἐπισκόπου (Τσιμισκῆ Χάν) bbox=[46, 201, 230, 214]
paragraph: Ὑπάρχουν ἄνθρωποι οἱ ὁποῖοι ἐπὶ ἔτη ὁλόκληρα ζοῦν εἰς βάρος τῆς προσφυγικῆς δυστυχίας. Καὶ ὅταν ἔλθῃ ἡ ὥρα τοῦ ἀπολογισμοῦ, θὰ εὑρεθοῦν εἰς δύσκολον θέσιν. bbox=[385, 741, 545, 800]
headline-right-top: ΑΚΑΤΑΜΑΧΗΤΟΣ ΔΙΑΨΕΥΣΙΣ bbox=[966, 285, 1186, 335]
column-5-mid bbox=[735, 437, 903, 615]
editor-label: ΑΡΧΙΣΥΝΤΑΚΤΗΣ—ΥΠΕΥΘΥΝΟΣ bbox=[655, 194, 839, 206]
paragraph: Ἀνῆλθεν ὁ ἀριθμὸς τῶν προσφύγων εἰς ἓν ἑκατομμύριον πεντακοσίας χιλιάδας ψυχάς, αἱ ὁποῖαι ἐγκατεστάθησαν ἐν Μακεδονίᾳ καὶ Θρᾴκῃ κατὰ τὸ πλεῖστον. Ἡ Ἐπιτροπὴ Ἀποκαταστάσεως διέθεσε μέχρι σήμερον ποσὸν 1.250.000 λιρῶν, ἐξ ὧν 1.500.000 διετέθησαν δι' ἀγροτικὴν ἀποκατάστασιν. bbox=[17, 986, 187, 1069]
headline-prosfygiko: ΕΠΙ ΤΟΥ ΠΡΟΣΦΥΓΙΚΟΥ ΠΡΟΒΛΗΜΑΤΟΣ bbox=[30, 795, 174, 847]
paragraph: Διότι ἡ ψῆφος δὲν εἶναι ἁπλῶς ἓν χαρτίον τὸ ὁποῖον ῥίπτεται ἐντὸς τῆς κάλπης· εἶναι ἡ ἔκφρασις τῆς θελήσεως ἑνὸς ὁλοκλήρου λαοῦ, ὁ ὁποῖος ἀποφασίζει περὶ τῆς τύχης του καὶ περὶ τῆς τύχης τῶν τέκνων του. bbox=[17, 489, 187, 548]
paragraph: Τὴν 23ην τρέχοντος κατετέθη εἰς τὸ ταμεῖον παρὰ τοῦ κ. Δημ. Μιχαηλίδου τὸ ποσὸν τῶν δραχμῶν 24 ὑπὲρ τῶν ἀπόρων προσφύγων τῆς συνοικίας. Παρακαλεῖται ὁ κ. Ταμίας ὅπως χορηγήσῃ σχετικὴν ἀπόδειξιν. bbox=[1414, 979, 1565, 1050]
paragraph: Καὶ τὴν ἐλευθερίαν τῶν ἐξαναγκασμοῦ τῶν πολιτῶν νὰ παραδεχθοῦν μίαν ὡρισμένην ἄποψιν, ἡ ὁποία οὐδεμίαν σχέσιν ἔχει πρὸς τὰ πραγματικὰ συμφέροντα τοῦ τόπου. bbox=[202, 304, 370, 363]
